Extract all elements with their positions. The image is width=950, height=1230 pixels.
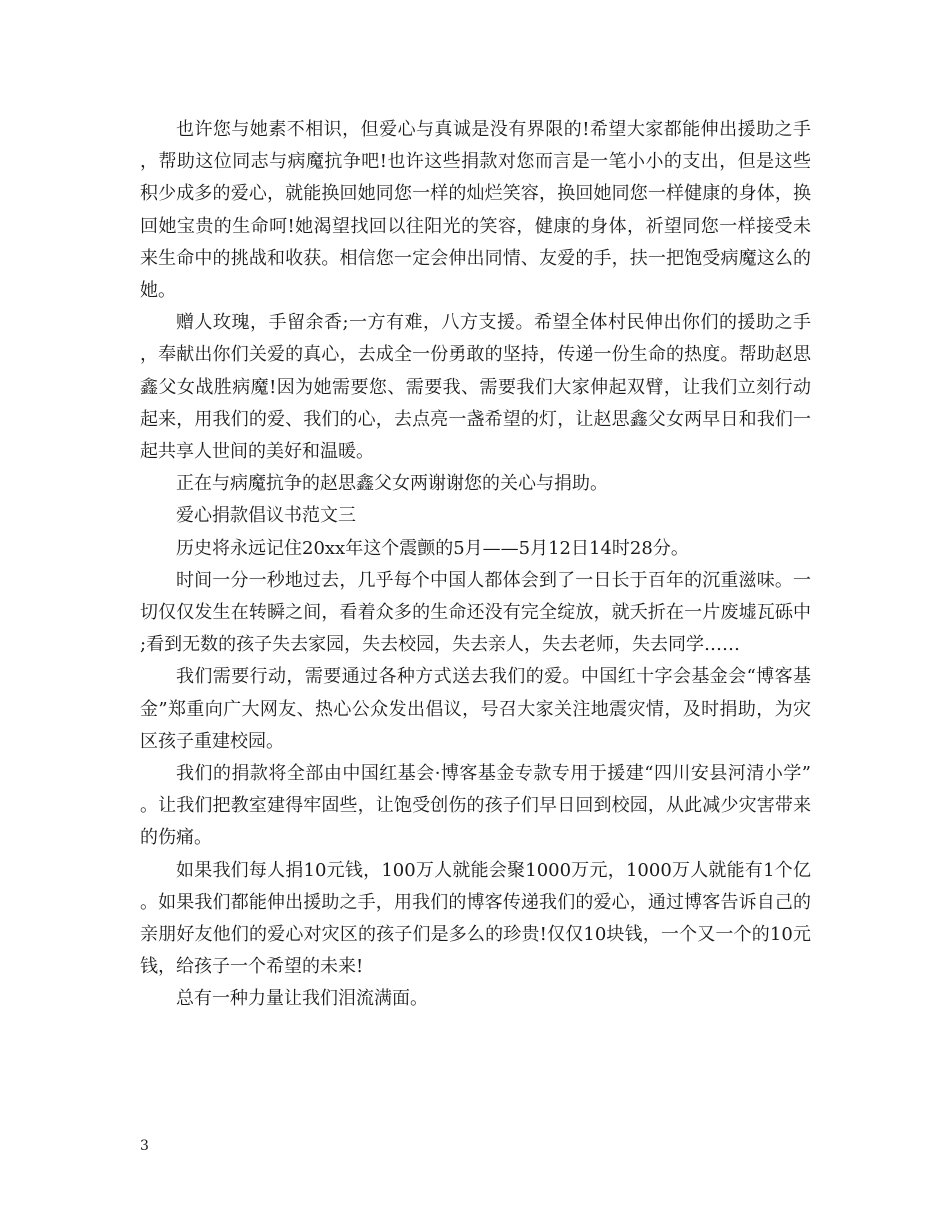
paragraph-6: 时间一分一秒地过去，几乎每个中国人都体会到了一日长于百年的沉重滋味。一切仅仅发生在转瞬之间，看着众多的生命还没有完全绽放，就夭折在一片废墟瓦砾中;看到无数的孩子失去家园，失去校园，失去亲人，失去老师，失去同学……	[140, 569, 811, 656]
paragraph-1: 也许您与她素不相识，但爱心与真诚是没有界限的!希望大家都能伸出援助之手，帮助这位同志与病魔抗争吧!也许这些捐款对您而言是一笔小小的支出，但是这些积少成多的爱心，就能换回她同您一样的灿烂笑容，换回她同您一样健康的身体，换回她宝贵的生命呵!她渴望找回以往阳光的笑容，健康的身体，祈望同您一样接受未来生命中的挑战和收获。相信您一定会伸出同情、友爱的手，扶一把饱受病魔这么的她。	[140, 119, 811, 302]
paragraph-2: 赠人玫瑰，手留余香;一方有难，八方支援。希望全体村民伸出你们的援助之手，奉献出你们关爱的真心，去成全一份勇敢的坚持，传递一份生命的热度。帮助赵思鑫父女战胜病魔!因为她需要您、需要我、需要我们大家伸起双臂，让我们立刻行动起来，用我们的爱、我们的心，去点亮一盏希望的灯，让赵思鑫父女两早日和我们一起共享人世间的美好和温暖。	[140, 312, 811, 463]
paragraph-10: 总有一种力量让我们泪流满面。	[176, 988, 428, 1010]
section-heading: 爱心捐款倡议书范文三	[176, 505, 356, 527]
paragraph-9: 如果我们每人捐10元钱，100万人就能会聚1000万元，1000万人就能有1个亿。如果我们都能伸出援助之手，用我们的博客传递我们的爱心，通过博客告诉自己的亲朋好友他们的爱心对灾区的孩子们是多么的珍贵!仅仅10块钱，一个又一个的10元钱，给孩子一个希望的未来!	[140, 859, 811, 978]
paragraph-7: 我们需要行动，需要通过各种方式送去我们的爱。中国红十字会基金会“博客基金”郑重向广大网友、热心公众发出倡议，号召大家关注地震灾情，及时捐助，为灾区孩子重建校园。	[140, 666, 811, 752]
document-body	[140, 114, 811, 1016]
paragraph-5: 历史将永远记住20xx年这个震颤的5月——5月12日14时28分。	[176, 537, 689, 559]
page-number: 3	[140, 1138, 149, 1154]
paragraph-8: 我们的捐款将全部由中国红基会·博客基金专款专用于援建“四川安县河清小学”。让我们把教室建得牢固些，让饱受创伤的孩子们早日回到校园，从此减少灾害带来的伤痛。	[140, 763, 811, 849]
paragraph-3: 正在与病魔抗争的赵思鑫父女两谢谢您的关心与捐助。	[176, 473, 608, 495]
